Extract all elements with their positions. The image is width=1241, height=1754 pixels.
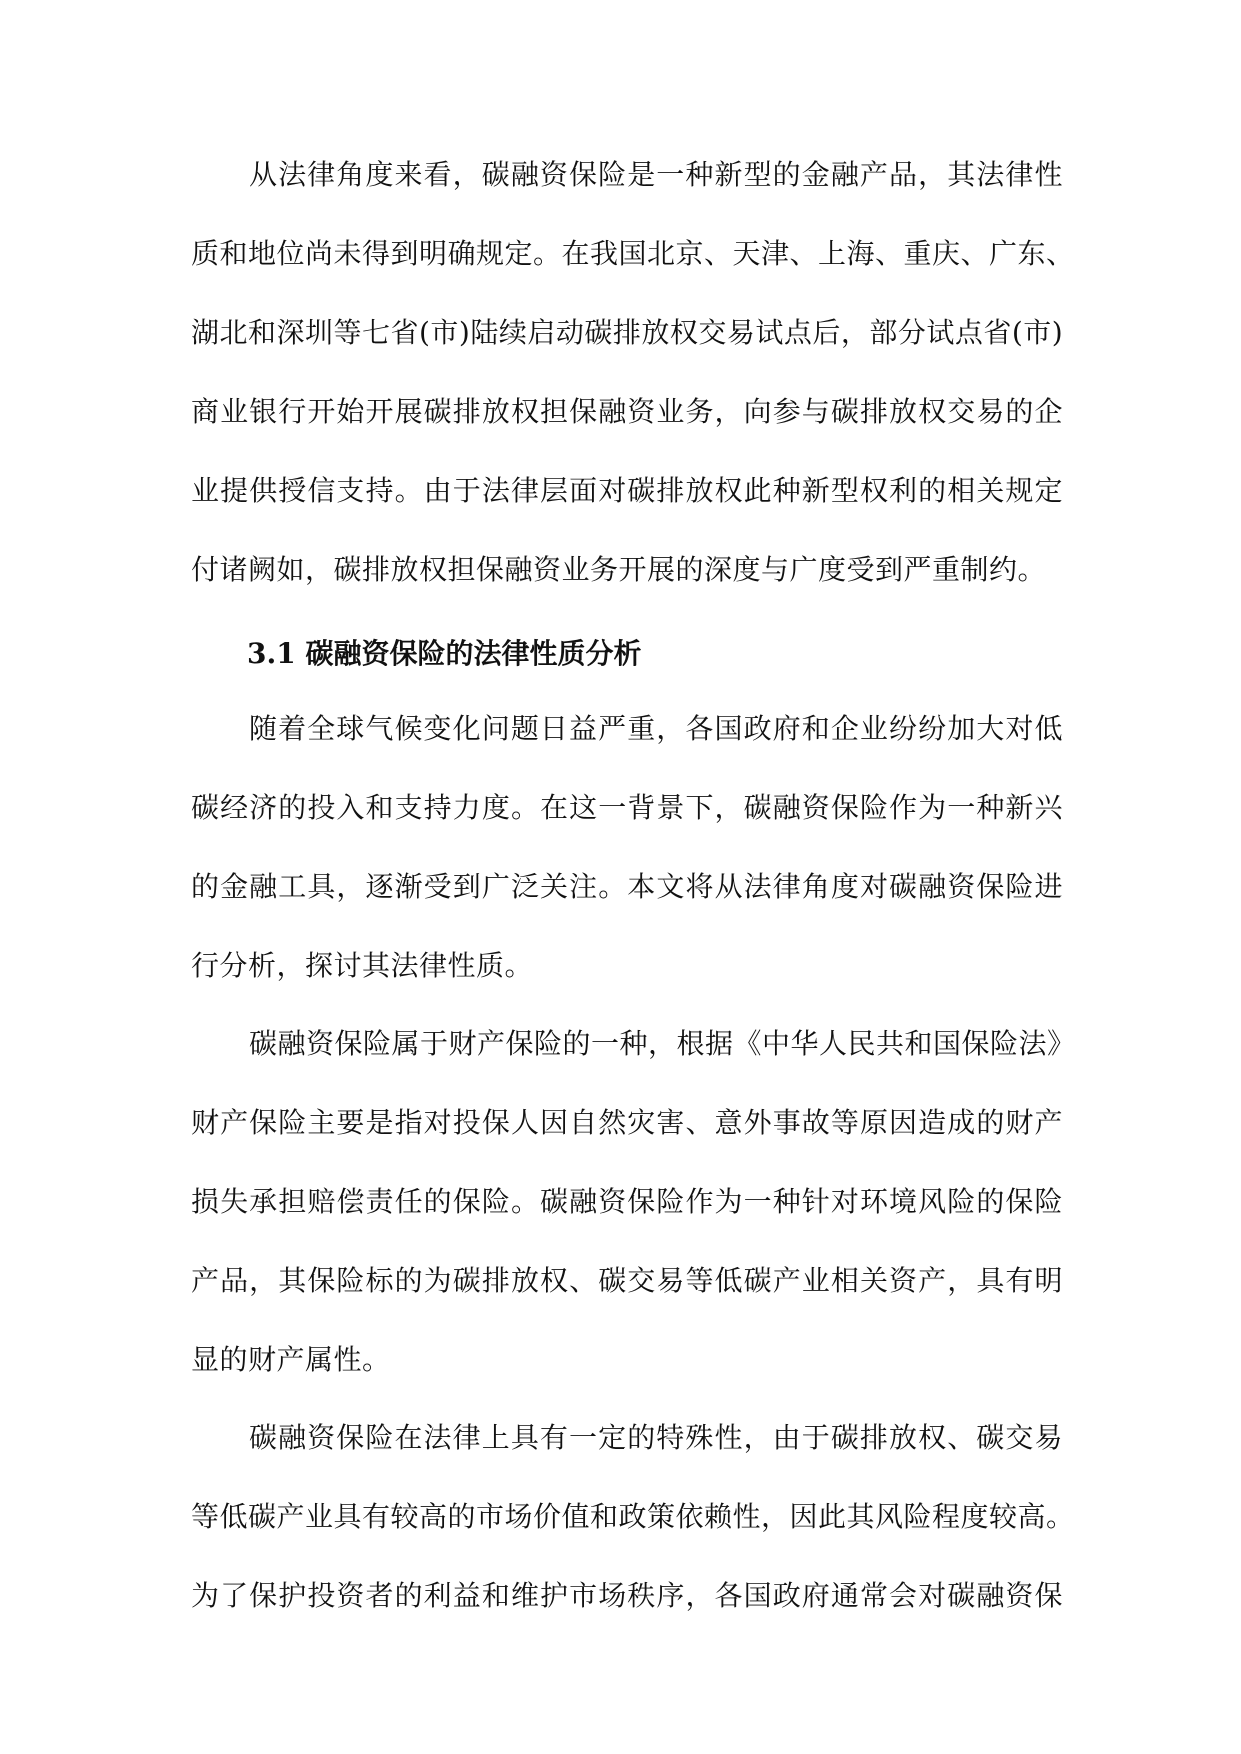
paragraph-intro [191,135,1075,609]
paragraph-line: 损失承担赔偿责任的保险。碳融资保险作为一种针对环境风险的保险 [191,1185,1063,1218]
paragraph-line: 质和地位尚未得到明确规定。在我国北京、天津、上海、重庆、广东、 [191,237,1075,270]
paragraph-line: 行分析，探讨其法律性质。 [191,949,534,982]
paragraph-line: 为了保护投资者的利益和维护市场秩序，各国政府通常会对碳融资保 [191,1579,1063,1612]
section-heading: 3.1 碳融资保险的法律性质分析 [247,637,642,670]
paragraph-line: 业提供授信支持。由于法律层面对碳排放权此种新型权利的相关规定 [191,474,1063,507]
paragraph-line: 付诸阙如，碳排放权担保融资业务开展的深度与广度受到严重制约。 [191,553,1047,586]
paragraph-line: 碳经济的投入和支持力度。在这一背景下，碳融资保险作为一种新兴 [191,791,1063,824]
paragraph-line: 随着全球气候变化问题日益严重，各国政府和企业纷纷加大对低 [249,712,1063,745]
paragraph-line: 显的财产属性。 [191,1343,391,1376]
paragraph-property-insurance [191,1004,1076,1399]
paragraph-line: 从法律角度来看，碳融资保险是一种新型的金融产品，其法律性 [249,158,1063,191]
paragraph-line: 的金融工具，逐渐受到广泛关注。本文将从法律角度对碳融资保险进 [191,870,1063,903]
paragraph-special-nature [191,1398,1075,1635]
paragraph-line: 等低碳产业具有较高的市场价值和政策依赖性，因此其风险程度较高。 [191,1500,1075,1533]
paragraph-line: 产品，其保险标的为碳排放权、碳交易等低碳产业相关资产，具有明 [191,1264,1063,1297]
paragraph-background [191,689,1063,1005]
paragraph-line: 碳融资保险在法律上具有一定的特殊性，由于碳排放权、碳交易 [249,1421,1063,1454]
paragraph-line: 湖北和深圳等七省(市)陆续启动碳排放权交易试点后，部分试点省(市) [191,316,1064,349]
paragraph-line: 碳融资保险属于财产保险的一种，根据《中华人民共和国保险法》 [249,1027,1076,1060]
paragraph-line: 财产保险主要是指对投保人因自然灾害、意外事故等原因造成的财产 [191,1106,1063,1139]
paragraph-line: 商业银行开始开展碳排放权担保融资业务，向参与碳排放权交易的企 [191,395,1063,428]
